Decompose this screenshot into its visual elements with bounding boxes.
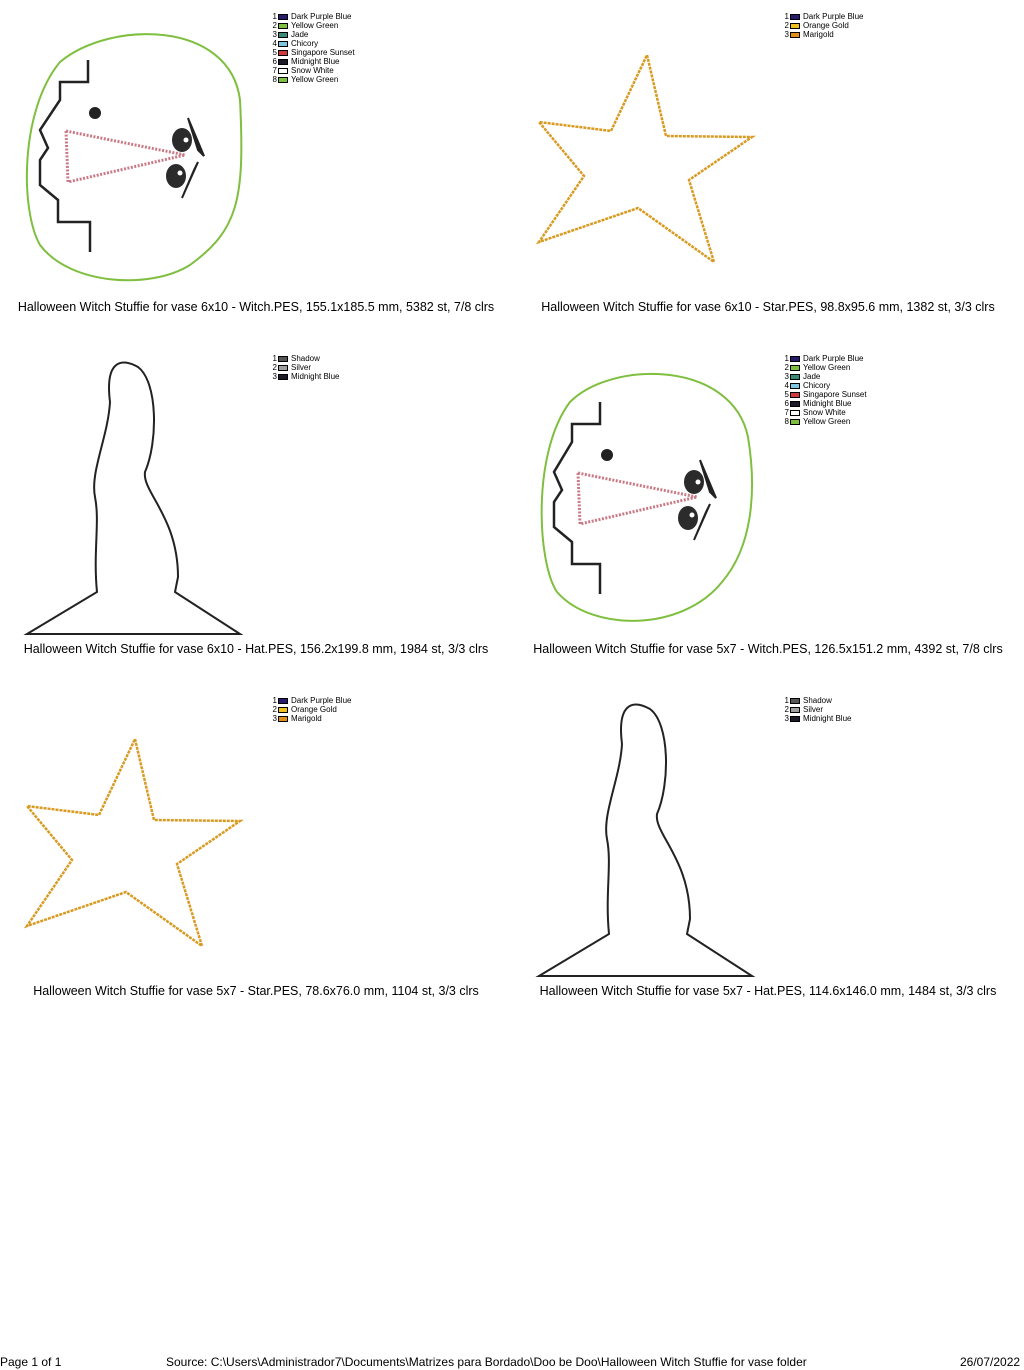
legend-item (270, 66, 355, 75)
color-name: Midnight Blue (803, 714, 852, 723)
legend-number: 2 (272, 21, 277, 30)
color-swatch (790, 356, 800, 362)
color-name: Singapore Sunset (803, 390, 867, 399)
design-tile (0, 684, 512, 1026)
legend-number: 3 (784, 714, 789, 723)
legend-number: 1 (784, 354, 789, 363)
legend-item (782, 714, 851, 723)
color-legend (782, 354, 867, 426)
color-name: Snow White (291, 66, 334, 75)
color-name: Jade (291, 30, 309, 39)
legend-item (782, 21, 863, 30)
legend-item (270, 372, 339, 381)
color-swatch (278, 365, 288, 371)
design-caption: Halloween Witch Stuffie for vase 5x7 - Hat.PES, 114.6x146.0 mm, 1484 st, 3/3 clrs (539, 984, 997, 998)
legend-number: 2 (272, 705, 277, 714)
legend-number: 3 (784, 30, 789, 39)
color-swatch (790, 374, 800, 380)
legend-number: 1 (784, 12, 789, 21)
legend-item (782, 354, 867, 363)
legend-item (782, 390, 867, 399)
color-swatch (790, 392, 800, 398)
design-caption: Halloween Witch Stuffie for vase 5x7 - Star.PES, 78.6x76.0 mm, 1104 st, 3/3 clrs (33, 984, 479, 998)
legend-item (782, 705, 851, 714)
legend-item (270, 363, 339, 372)
witch-face-icon (0, 0, 512, 300)
color-legend (782, 696, 851, 723)
color-legend (270, 696, 351, 723)
color-swatch (278, 374, 288, 380)
color-swatch (278, 41, 288, 47)
legend-number: 5 (784, 390, 789, 399)
source-path: Source: C:\Users\Administrador7\Documents\Matrizes para Bordado\Doo be Doo\Halloween Witch Stuffie for vase folder (166, 1355, 807, 1369)
legend-number: 5 (272, 48, 277, 57)
color-name: Yellow Green (291, 75, 339, 84)
color-name: Marigold (291, 714, 322, 723)
legend-number: 1 (784, 696, 789, 705)
color-name: Yellow Green (803, 417, 851, 426)
color-swatch (278, 77, 288, 83)
color-name: Dark Purple Blue (291, 696, 352, 705)
color-swatch (278, 707, 288, 713)
legend-item (270, 12, 355, 21)
color-swatch (278, 50, 288, 56)
color-name: Orange Gold (803, 21, 849, 30)
print-date: 26/07/2022 (960, 1355, 1021, 1369)
design-tile (512, 342, 1024, 684)
legend-item (270, 48, 355, 57)
color-name: Silver (291, 363, 312, 372)
legend-item (270, 696, 351, 705)
legend-number: 2 (784, 705, 789, 714)
legend-item (782, 408, 867, 417)
color-swatch (790, 707, 800, 713)
color-swatch (790, 716, 800, 722)
color-name: Dark Purple Blue (803, 354, 864, 363)
legend-item (270, 75, 355, 84)
legend-number: 3 (272, 30, 277, 39)
color-swatch (278, 32, 288, 38)
legend-number: 8 (784, 417, 789, 426)
design-tile (512, 684, 1024, 1026)
legend-item (782, 372, 867, 381)
legend-number: 7 (272, 66, 277, 75)
legend-number: 3 (272, 714, 277, 723)
color-swatch (790, 23, 800, 29)
legend-item (782, 12, 863, 21)
color-swatch (278, 23, 288, 29)
page-number: Page 1 of 1 (0, 1355, 62, 1369)
color-name: Jade (803, 372, 821, 381)
witch-hat-icon (512, 684, 1024, 984)
design-caption: Halloween Witch Stuffie for vase 6x10 - Witch.PES, 155.1x185.5 mm, 5382 st, 7/8 clrs (17, 300, 495, 314)
color-swatch (278, 698, 288, 704)
color-legend (782, 12, 863, 39)
color-name: Yellow Green (803, 363, 851, 372)
legend-number: 7 (784, 408, 789, 417)
color-name: Midnight Blue (803, 399, 852, 408)
color-swatch (278, 68, 288, 74)
color-swatch (790, 401, 800, 407)
legend-item (270, 30, 355, 39)
legend-item (270, 714, 351, 723)
legend-number: 6 (784, 399, 789, 408)
design-tile (0, 0, 512, 342)
color-swatch (790, 419, 800, 425)
legend-number: 1 (272, 354, 277, 363)
legend-number: 1 (272, 696, 277, 705)
legend-item (782, 381, 867, 390)
color-name: Singapore Sunset (291, 48, 355, 57)
design-tile (512, 0, 1024, 342)
legend-number: 2 (784, 21, 789, 30)
legend-item (782, 363, 867, 372)
color-legend (270, 354, 339, 381)
color-name: Chicory (291, 39, 319, 48)
color-swatch (278, 356, 288, 362)
legend-item (782, 399, 867, 408)
color-name: Snow White (803, 408, 846, 417)
design-caption: Halloween Witch Stuffie for vase 6x10 - Hat.PES, 156.2x199.8 mm, 1984 st, 3/3 clrs (23, 642, 489, 656)
legend-item (782, 696, 851, 705)
design-caption: Halloween Witch Stuffie for vase 6x10 - Star.PES, 98.8x95.6 mm, 1382 st, 3/3 clrs (541, 300, 995, 314)
color-name: Dark Purple Blue (291, 12, 352, 21)
legend-number: 8 (272, 75, 277, 84)
legend-item (782, 417, 867, 426)
legend-number: 1 (272, 12, 277, 21)
color-swatch (790, 383, 800, 389)
color-swatch (790, 32, 800, 38)
witch-hat-icon (0, 342, 512, 642)
color-swatch (278, 716, 288, 722)
star-icon (0, 684, 512, 984)
color-name: Yellow Green (291, 21, 339, 30)
color-name: Dark Purple Blue (803, 12, 864, 21)
color-swatch (790, 365, 800, 371)
color-swatch (278, 14, 288, 20)
color-swatch (278, 59, 288, 65)
color-name: Orange Gold (291, 705, 337, 714)
legend-number: 2 (272, 363, 277, 372)
legend-item (270, 354, 339, 363)
star-icon (512, 0, 1024, 300)
legend-item (270, 39, 355, 48)
color-swatch (790, 698, 800, 704)
color-name: Chicory (803, 381, 831, 390)
legend-item (270, 57, 355, 66)
legend-item (270, 21, 355, 30)
legend-number: 2 (784, 363, 789, 372)
legend-number: 6 (272, 57, 277, 66)
design-caption: Halloween Witch Stuffie for vase 5x7 - Witch.PES, 126.5x151.2 mm, 4392 st, 7/8 clrs (533, 642, 1003, 656)
design-tile (0, 342, 512, 684)
legend-number: 3 (784, 372, 789, 381)
color-name: Marigold (803, 30, 834, 39)
color-name: Midnight Blue (291, 57, 340, 66)
color-name: Silver (803, 705, 824, 714)
legend-item (782, 30, 863, 39)
witch-face-icon (512, 342, 1024, 642)
legend-number: 4 (784, 381, 789, 390)
color-swatch (790, 410, 800, 416)
color-legend (270, 12, 355, 84)
legend-number: 3 (272, 372, 277, 381)
color-name: Midnight Blue (291, 372, 340, 381)
legend-item (270, 705, 351, 714)
color-name: Shadow (291, 354, 320, 363)
legend-number: 4 (272, 39, 277, 48)
color-name: Shadow (803, 696, 832, 705)
color-swatch (790, 14, 800, 20)
